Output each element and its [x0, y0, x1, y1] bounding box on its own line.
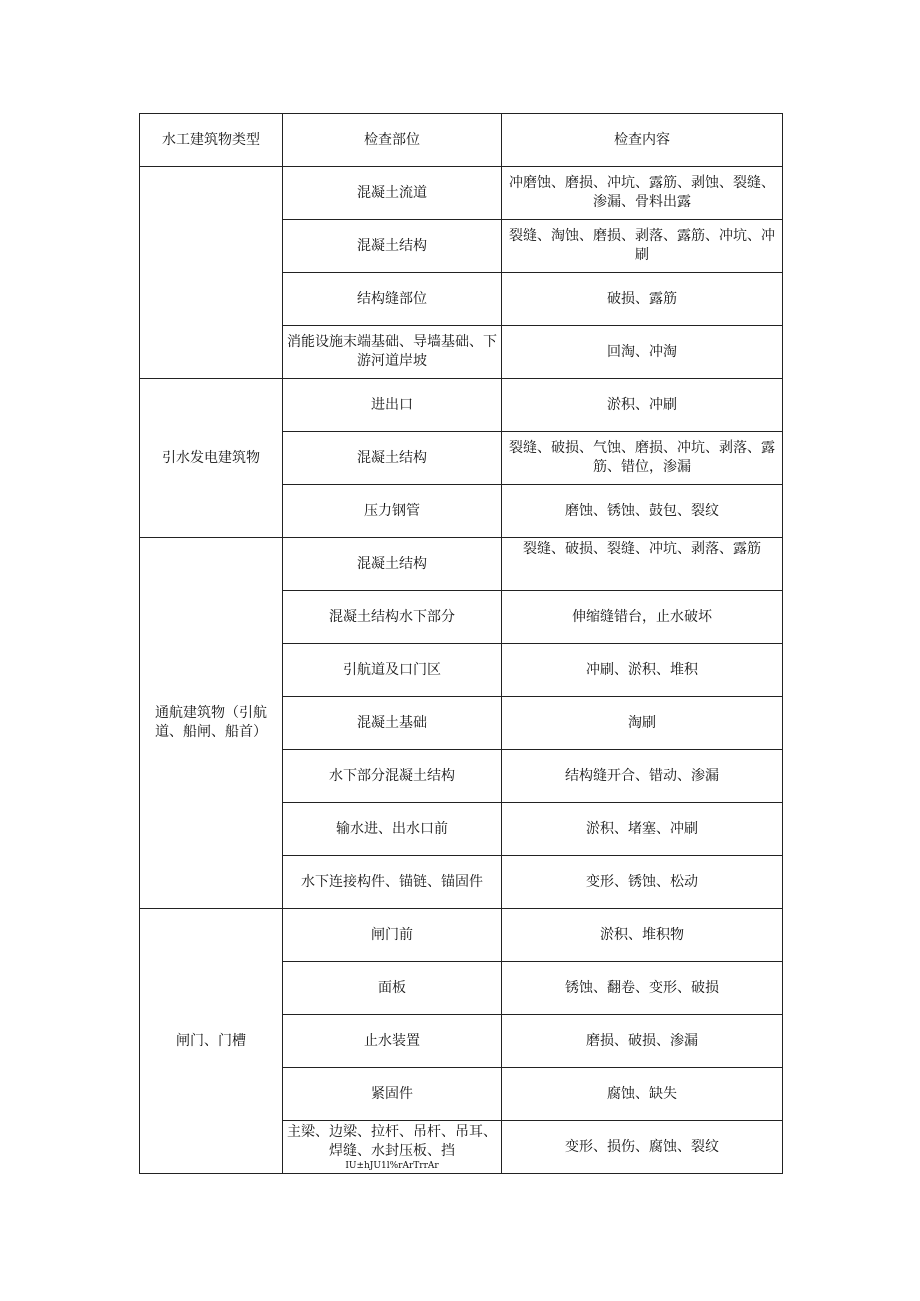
part-cell: 止水装置 — [283, 1015, 502, 1068]
header-row — [140, 114, 783, 167]
content-cell: 破损、露筋 — [502, 273, 783, 326]
content-cell: 腐蚀、缺失 — [502, 1068, 783, 1121]
part-cell: 进出口 — [283, 379, 502, 432]
part-cell: 混凝土结构水下部分 — [283, 591, 502, 644]
part-cell: 引航道及口门区 — [283, 644, 502, 697]
table-row — [140, 909, 783, 962]
part-cell: 混凝土结构 — [283, 220, 502, 273]
part-cell: 压力钢管 — [283, 485, 502, 538]
type-cell — [140, 167, 283, 379]
content-cell: 磨损、破损、渗漏 — [502, 1015, 783, 1068]
table-row — [140, 167, 783, 220]
content-cell: 淘刷 — [502, 697, 783, 750]
content-cell: 变形、损伤、腐蚀、裂纹 — [502, 1121, 783, 1174]
table-row — [140, 538, 783, 591]
part-cell: 混凝土流道 — [283, 167, 502, 220]
table-row — [140, 379, 783, 432]
type-cell: 引水发电建筑物 — [140, 379, 283, 538]
header-content: 检查内容 — [502, 114, 783, 167]
content-cell: 伸缩缝错台，止水破坏 — [502, 591, 783, 644]
content-cell: 裂缝、破损、气蚀、磨损、冲坑、剥落、露筋、错位，渗漏 — [502, 432, 783, 485]
part-text: 主梁、边梁、拉杆、吊杆、吊耳、焊缝、水封压板、挡 — [287, 1124, 497, 1159]
part-cell: 混凝土基础 — [283, 697, 502, 750]
part-cell: 混凝土结构 — [283, 432, 502, 485]
part-cell — [283, 1121, 502, 1174]
part-cell: 消能设施末端基础、导墙基础、下游河道岸坡 — [283, 326, 502, 379]
part-cell: 结构缝部位 — [283, 273, 502, 326]
content-cell: 淤积、堆积物 — [502, 909, 783, 962]
content-cell: 变形、锈蚀、松动 — [502, 856, 783, 909]
content-cell: 淤积、冲刷 — [502, 379, 783, 432]
type-cell: 闸门、门槽 — [140, 909, 283, 1174]
content-cell: 裂缝、破损、裂缝、冲坑、剥落、露筋 — [502, 538, 783, 591]
part-cell: 水下连接构件、锚链、锚固件 — [283, 856, 502, 909]
part-cell: 混凝土结构 — [283, 538, 502, 591]
content-cell: 冲磨蚀、磨损、冲坑、露筋、剥蚀、裂缝、渗漏、骨料出露 — [502, 167, 783, 220]
content-cell: 结构缝开合、错动、渗漏 — [502, 750, 783, 803]
content-cell: 磨蚀、锈蚀、鼓包、裂纹 — [502, 485, 783, 538]
content-cell: 裂缝、淘蚀、磨损、剥落、露筋、冲坑、冲刷 — [502, 220, 783, 273]
part-cell: 闸门前 — [283, 909, 502, 962]
header-type: 水工建筑物类型 — [140, 114, 283, 167]
content-cell: 淤积、堵塞、冲刷 — [502, 803, 783, 856]
part-cell: 面板 — [283, 962, 502, 1015]
header-part: 检查部位 — [283, 114, 502, 167]
part-text-garbled: IU±hJU1l%rArTrrAr — [345, 1161, 439, 1171]
part-cell: 紧固件 — [283, 1068, 502, 1121]
content-cell: 冲刷、淤积、堆积 — [502, 644, 783, 697]
type-cell: 通航建筑物（引航道、船闸、船首） — [140, 538, 283, 909]
content-cell: 回淘、冲淘 — [502, 326, 783, 379]
part-cell: 输水进、出水口前 — [283, 803, 502, 856]
content-cell: 锈蚀、翻卷、变形、破损 — [502, 962, 783, 1015]
inspection-table — [139, 113, 783, 1174]
part-cell: 水下部分混凝土结构 — [283, 750, 502, 803]
